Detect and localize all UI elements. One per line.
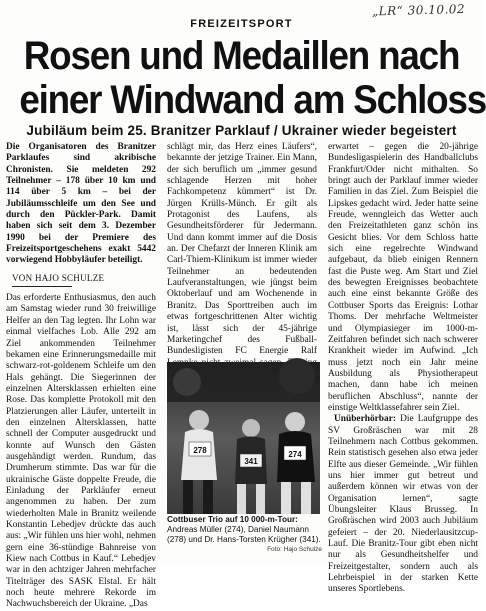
article-column-2 — [167, 142, 317, 358]
body-paragraph: Das erforderte Enthusiasmus, den auch am Samstag wieder rund 30 freiwillige Helfer an den Tag legten. Ihr Lohn war einmal vielfaches Lob. Alle 292 am Ziel ankommenden Teilnehmer bekamen eine Erinnerungsmedaille mit schwarz-rot-goldenem Schleife um den Hals gehängt. Die Siegerinnen der einzelnen Altersklassen erhielten eine Rose. Das komplette Protokoll mit den Platzierungen aller Läufer, unterteilt in den einzelnen Altersklassen, hatte schnell der Computer ausgedruckt und konnte auf Wunsch den Gästen ausgehändigt werden. Rundum, das Drumherum stimmte. Das war für die ukrainische Gäste doppelte Freude, die Einladung der Parkläufer erneut angenommen zu haben. Der zum wiederholten Male in Branitz weilende Konstantin Lebedjev drückte das auch aus: „Wir fühlen uns hier wohl, nehmen gern eine 36-stündige Bahnreise von Kiew nach Cottbus in Kauf.“ Lebedjev war in den achtziger Jahren mehrfacher Titelträger des SASK Elstal. Er hält noch heute mehrere Rekorde im Nachwuchsbereich der Ukraine. „Das — [6, 293, 156, 610]
headline — [19, 34, 486, 122]
photo-credit: Foto: Hajo Schulze — [267, 546, 322, 553]
runners-photo-graphic — [167, 362, 320, 514]
bib-number: 274 — [288, 450, 302, 459]
bib-number: 341 — [244, 457, 258, 466]
caption-text: Andreas Müller (274), Daniel Naumann (278) und Dr. Hans-Torsten Krügher (341). — [167, 525, 321, 544]
body-paragraph: erwartet – gegen die 20-jährige Bundesligaspielerin des Handballclubs Frankfurt/Oder nicht mithalten. So bringt auch der Parklauf immer wieder Familien in das Ziel. Zum Beispiel die Lipskes gedacht wird. Jeder hatte seine Freude, wenngleich das Wetter auch den Freizeitathleten ganz schön ins Gesicht blies. Vor dem Schloss hatte sich eine regelrechte Windwand aufgebaut, da blieb einigen Rennern fast die Puste weg. Am Start und Ziel des bewegten Ereignisses beobachtete auch eine einst bekannte Größe des Cottbuser Sports das Ereignis: Lothar Thoms. Der mehrfache Weltmeister und Olympiasieger im 1000-m-Zeitfahren befindet sich nach schwerer Krankheit wieder im Aufwind. „Ich muss jetzt noch ein Jahr meine Ausbildung als Physiotherapeut machen, dann habe ich meinen beruflichen Abschluss“, nannte der einstige Weltklassefahrer sein Ziel. — [328, 142, 478, 413]
headline-line-1: Rosen und Medaillen nach — [23, 34, 460, 78]
runners-photo — [167, 362, 320, 514]
headline-line-2: einer Windwand am Schloss — [19, 78, 486, 122]
lead-paragraph: Die Organisatoren des Branitzer Parklaufes sind akribische Chronisten. Sie meldeten 292 Teilnehmer – 178 über 10 km und 114 über 5 km – bei der Jubiläumsschleife um den See und durch den Pückler-Park. Damit haben sich seit dem 3. Dezember 1990 bei der Premiere des Freizeitsportgeschehens exakt 5442 vorwiegend Hobbyläufer beteiligt. — [6, 142, 156, 266]
section-label: FREIZEITSPORT — [190, 18, 293, 30]
body-paragraph: Die Laufgruppe des SV Großräschen war mit 28 Teilnehmern nach Cottbus gekommen. Rein statistisch gesehen also etwa jeder Elfte aus dieser Gemeinde. „Wir fühlen uns hier immer gut betreut und außerdem können wir etwas von der Organisation lernen“, sagte Übungsleiter Klaus Brusseg. In Großräschen wird 2003 auch Jubiläum gefeiert – der 20. Niederlausitzcup-Lauf. Die Branitz-Tour gibt eben nicht nur als Gesundheitshelfer und Freizeitgestalter, sondern auch als Lehrbeispiel in der starken Kette unseres Sportlebens. — [328, 414, 479, 595]
body-paragraph: schlägt mir, das Herz eines Läufers“, bekannte der jetzige Trainer. Ein Mann, der sich beruflich um „immer gesund schlagende Herzen mit hoher Fachkompetenz kümmert“ ist Dr. Jürgen Krülls-Münch. Er gilt als Protagonist des Laufens, als Gesundheitsförderer für Jedermann. Und dann kommt immer auf die Dosis an. Der Chefarzt der Inneren Klinik am Carl-Thiem-Klinikum ist immer wieder Teilnehmer an bedeutenden Laufveranstaltungen, wie jüngst beim Oktoberlauf und am Wochenende in Branitz. Das Sporttreiben auch im etwas fortgeschrittenen Alter wichtig ist, lässt sich der 45-jährige Marketingchef des Fußball-Bundesligisten FC Energie Ralf — [167, 142, 317, 357]
inline-subheading: Unüberhörbar: — [334, 414, 396, 425]
subheadline: Jubiläum beim 25. Branitzer Parklauf / Ukrainer wieder begeistert — [26, 123, 457, 138]
article-column-3 — [328, 142, 479, 595]
photo-caption — [167, 515, 322, 555]
bib-number: 278 — [193, 446, 207, 455]
article-column-1 — [6, 142, 156, 610]
caption-title: Cottbuser Trio auf 10 000-m-Tour: — [167, 515, 298, 524]
byline: VON HAJO SCHULZE — [12, 271, 156, 287]
handwritten-source-note: „LR“ 30.10.02 — [371, 1, 466, 19]
